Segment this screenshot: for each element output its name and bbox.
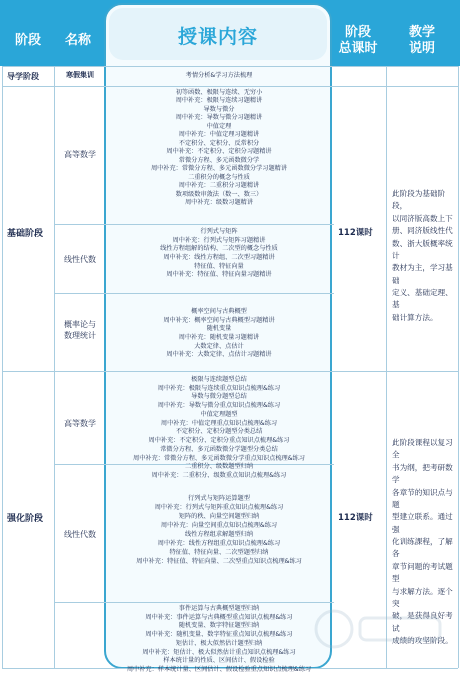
watermark-logo: [312, 604, 452, 654]
stage-guide: 导学阶段: [7, 72, 39, 81]
content-basic-prob: 概率空间与古典概型 周中补充：概率空间与古典概型习题精讲 随机变量 周中补充：随机变量习题精讲 大数定律、点估计 周中补充：大数定律、点估计习题精讲: [163, 308, 275, 359]
subject-guide: 寒假集训: [66, 71, 94, 79]
content-strong-prob: 事件运算与古典概型题型归纳 周中补充：事件运算与古典概型重点知识点梳理&练习 随机变量、数字特征题型归纳 周中补充：随机变量、数字特征重点知识点梳理&练习 矩估计、极大似然估计题型归纳 周中补充：矩估计、极大似然估计重点知识点梳理&练习 样本统计量的性质、区间估计、假设检验 周中补充：样本统计量、区间估计、假设检验重点知识点梳理&练习: [126, 605, 312, 674]
header-stage: 阶段: [14, 33, 41, 48]
subject-basic-prob: 概率论与 数理统计: [64, 320, 96, 340]
subject-strong-linear: 线性代数: [64, 530, 96, 539]
row-line: [2, 66, 458, 67]
row-line: [54, 602, 334, 603]
stage-basic: 基础阶段: [7, 229, 44, 239]
content-strong-math: 极限与连续题型总结 周中补充：极限与连续重点知识点梳理&练习 导数与微分题型总结 周中补充：导数与微分重点知识点梳理&练习 中值定理题型 周中补充：中值定理重点知识点梳理&练习 不定积分、定积分题型分类总结 周中补充：不定积分、定积分重点知识点梳理&练习 常微分方程、多元函数微分学题型分类总结 周中补充：常微分方程、多元函数微分学重点知识点梳理&练习 二重积分、级数题型归纳 周中补充：二重积分、级数重点知识点梳理&练习: [133, 376, 305, 480]
row-line: [2, 371, 458, 372]
header-desc: 教学 说明: [408, 25, 435, 56]
col-line: [386, 66, 387, 668]
desc-strong: 此阶段课程以复习全 书为纲，把考研数学 各章节的知识点与题 型建立联系。通过强 化训练課程，了解各 章节问题的考试题型 与求解方法。逐个突 破，是获得良好考试 成绩的攻坚阶段。: [392, 438, 453, 645]
row-line: [2, 86, 458, 87]
content-basic-math: 初等函数、极限与连续、无穷小 周中补充：极限与连续习题精讲 导数与微分 周中补充：导数与微分习题精讲 中值定理 周中补充：中值定理习题精讲 不定积分、定积分、反常积分 周中补充：不定积分、定积分习题精讲 常微分方程、多元函数微分学 周中补充：常微分方程、多元函数微分学习题精讲 二重积分的概念与性质 周中补充：二重积分习题精讲 数项级数审敛法（数一、数三） 周中补充：级数习题精讲: [150, 89, 288, 207]
content-column-title: 授课内容: [177, 26, 258, 48]
content-strong-linear: 行列式与矩阵运算题型 周中补充：行列式与矩阵重点知识点梳理&练习 矩阵的秩、向量空间题型归纳 周中补充：向量空间重点知识点梳理&练习 线性方程组求解题型归纳 周中补充：线性方程组重点知识点梳理&练习 特征值、特征向量、二次型题型归纳 周中补充：特征值、特征向量、二次型重点知识点梳理&练习: [136, 495, 302, 566]
col-line: [2, 66, 3, 668]
stage-strong: 强化阶段: [7, 514, 44, 524]
col-line: [458, 66, 459, 668]
content-basic-linear: 行列式与矩阵 周中补充：行列式与矩阵习题精讲 线性方程组解的结构、二次型的概念与性质 周中补充：线性方程组、二次型习题精讲 特征值、特征向量 周中补充：特征值、特征向量习题精讲: [160, 228, 278, 279]
subject-basic-linear: 线性代数: [64, 255, 96, 264]
subject-basic-math: 高等数学: [64, 150, 96, 159]
hours-strong: 112课时: [338, 513, 373, 523]
header-hours: 阶段 总课时: [338, 25, 378, 56]
subject-strong-math: 高等数学: [64, 419, 96, 428]
row-line: [54, 224, 334, 225]
desc-basic: 此阶段为基础阶段， 以同济版高数上下 册、同济版线性代 数、浙大版概率统计 教材为主，学习基础 定义、基础定理、基 础计算方法。: [392, 189, 453, 322]
hours-basic: 112课时: [338, 228, 373, 238]
col-line: [54, 66, 55, 668]
content-guide: 考情分析&学习方法梳理: [185, 72, 253, 79]
header-name: 名称: [64, 33, 91, 48]
row-line: [54, 293, 334, 294]
